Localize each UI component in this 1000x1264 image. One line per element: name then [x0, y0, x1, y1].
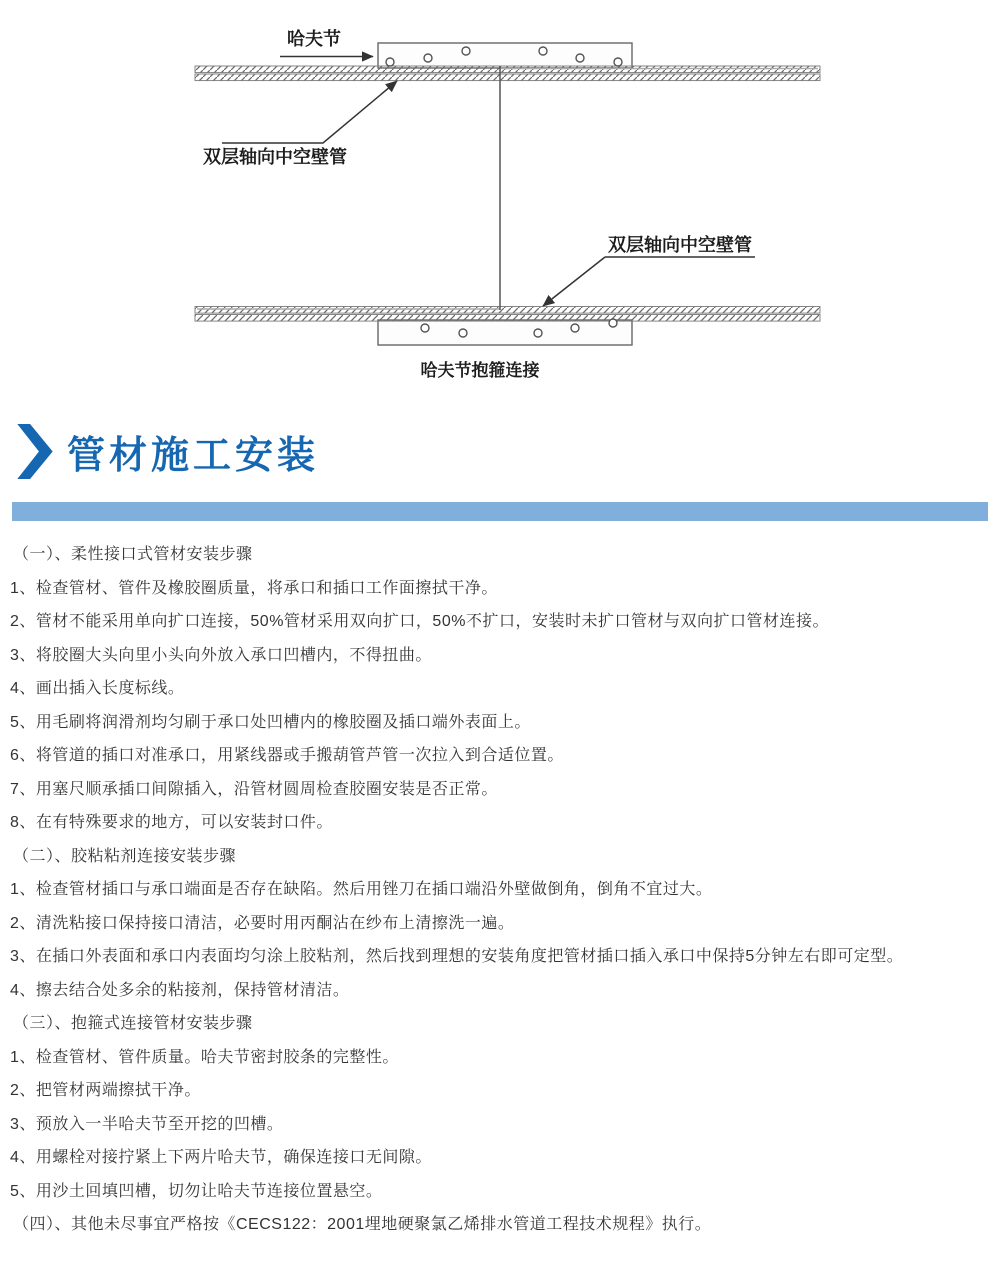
bottom-pipe-label: 双层轴向中空壁管 — [608, 235, 752, 255]
half-joint-label: 哈夫节 — [287, 29, 341, 49]
step-item: 3、在插口外表面和承口内表面均匀涂上胶粘剂，然后找到理想的安装角度把管材插口插入承口中保持5分钟左右即可定型。 — [10, 948, 904, 965]
top-half-joint-clamp — [378, 43, 632, 68]
step-item: 2、清洗粘接口保持接口清洁，必要时用丙酮沾在纱布上清擦洗一遍。 — [10, 914, 515, 932]
section-header — [0, 423, 1000, 479]
step-section-heading: （四）、其他未尽事宜严格按《CECS122：2001埋地硬聚氯乙烯排水管道工程技术规程》执行。 — [13, 1216, 712, 1233]
step-item: 5、用毛刷将润滑剂均匀刷于承口处凹槽内的橡胶圈及插口端外表面上。 — [10, 713, 531, 731]
step-item: 6、将管道的插口对准承口，用紧线器或手搬葫管芦管一次拉入到合适位置。 — [10, 747, 564, 764]
step-item: 4、用螺栓对接拧紧上下两片哈夫节，确保连接口无间隙。 — [10, 1149, 432, 1166]
bottom-pipe-wall — [195, 307, 820, 322]
step-section-heading: （一）、柔性接口式管材安装步骤 — [13, 546, 253, 563]
step-item: 1、检查管材、管件及橡胶圈质量，将承口和插口工作面擦拭干净。 — [10, 579, 498, 597]
section-title: 管材施工安装 — [67, 434, 320, 477]
step-item: 5、用沙土回填凹槽，切勿让哈夫节连接位置悬空。 — [10, 1182, 383, 1200]
step-item: 3、将胶圈大头向里小头向外放入承口凹槽内，不得扭曲。 — [10, 646, 432, 664]
top-pipe-leader-line — [222, 81, 397, 143]
step-item: 4、擦去结合处多余的粘接剂，保持管材清洁。 — [10, 981, 350, 999]
section-divider-bar — [12, 502, 988, 521]
top-pipe-wall — [195, 66, 820, 81]
bottom-half-joint-clamp — [378, 320, 632, 345]
installation-steps-list — [0, 547, 1000, 1234]
top-pipe-label: 双层轴向中空壁管 — [203, 147, 347, 167]
step-item: 7、用塞尺顺承插口间隙插入，沿管材圆周检查胶圈安装是否正常。 — [10, 780, 498, 798]
step-section-heading: （二）、胶粘粘剂连接安装步骤 — [13, 847, 237, 865]
diagram-caption: 哈夫节抱箍连接 — [420, 361, 540, 380]
step-item: 2、管材不能采用单向扩口连接，50%管材采用双向扩口，50%不扩口，安装时未扩口管材与双向扩口管材连接。 — [10, 613, 829, 630]
bottom-pipe-leader-line — [543, 257, 605, 306]
chevron-right-icon — [17, 424, 53, 479]
step-item: 8、在有特殊要求的地方，可以安装封口件。 — [10, 814, 333, 831]
step-item: 1、检查管材、管件质量。哈夫节密封胶条的完整性。 — [10, 1048, 399, 1066]
step-item: 2、把管材两端擦拭干净。 — [10, 1082, 201, 1099]
pipe-connection-diagram — [0, 0, 1000, 398]
step-item: 3、预放入一半哈夫节至开挖的凹槽。 — [10, 1115, 284, 1133]
step-section-heading: （三）、抱箍式连接管材安装步骤 — [13, 1015, 253, 1032]
step-item: 4、画出插入长度标线。 — [10, 680, 185, 697]
step-item: 1、检查管材插口与承口端面是否存在缺陷。然后用锉刀在插口端沿外壁做倒角，倒角不宜过大。 — [10, 881, 713, 898]
